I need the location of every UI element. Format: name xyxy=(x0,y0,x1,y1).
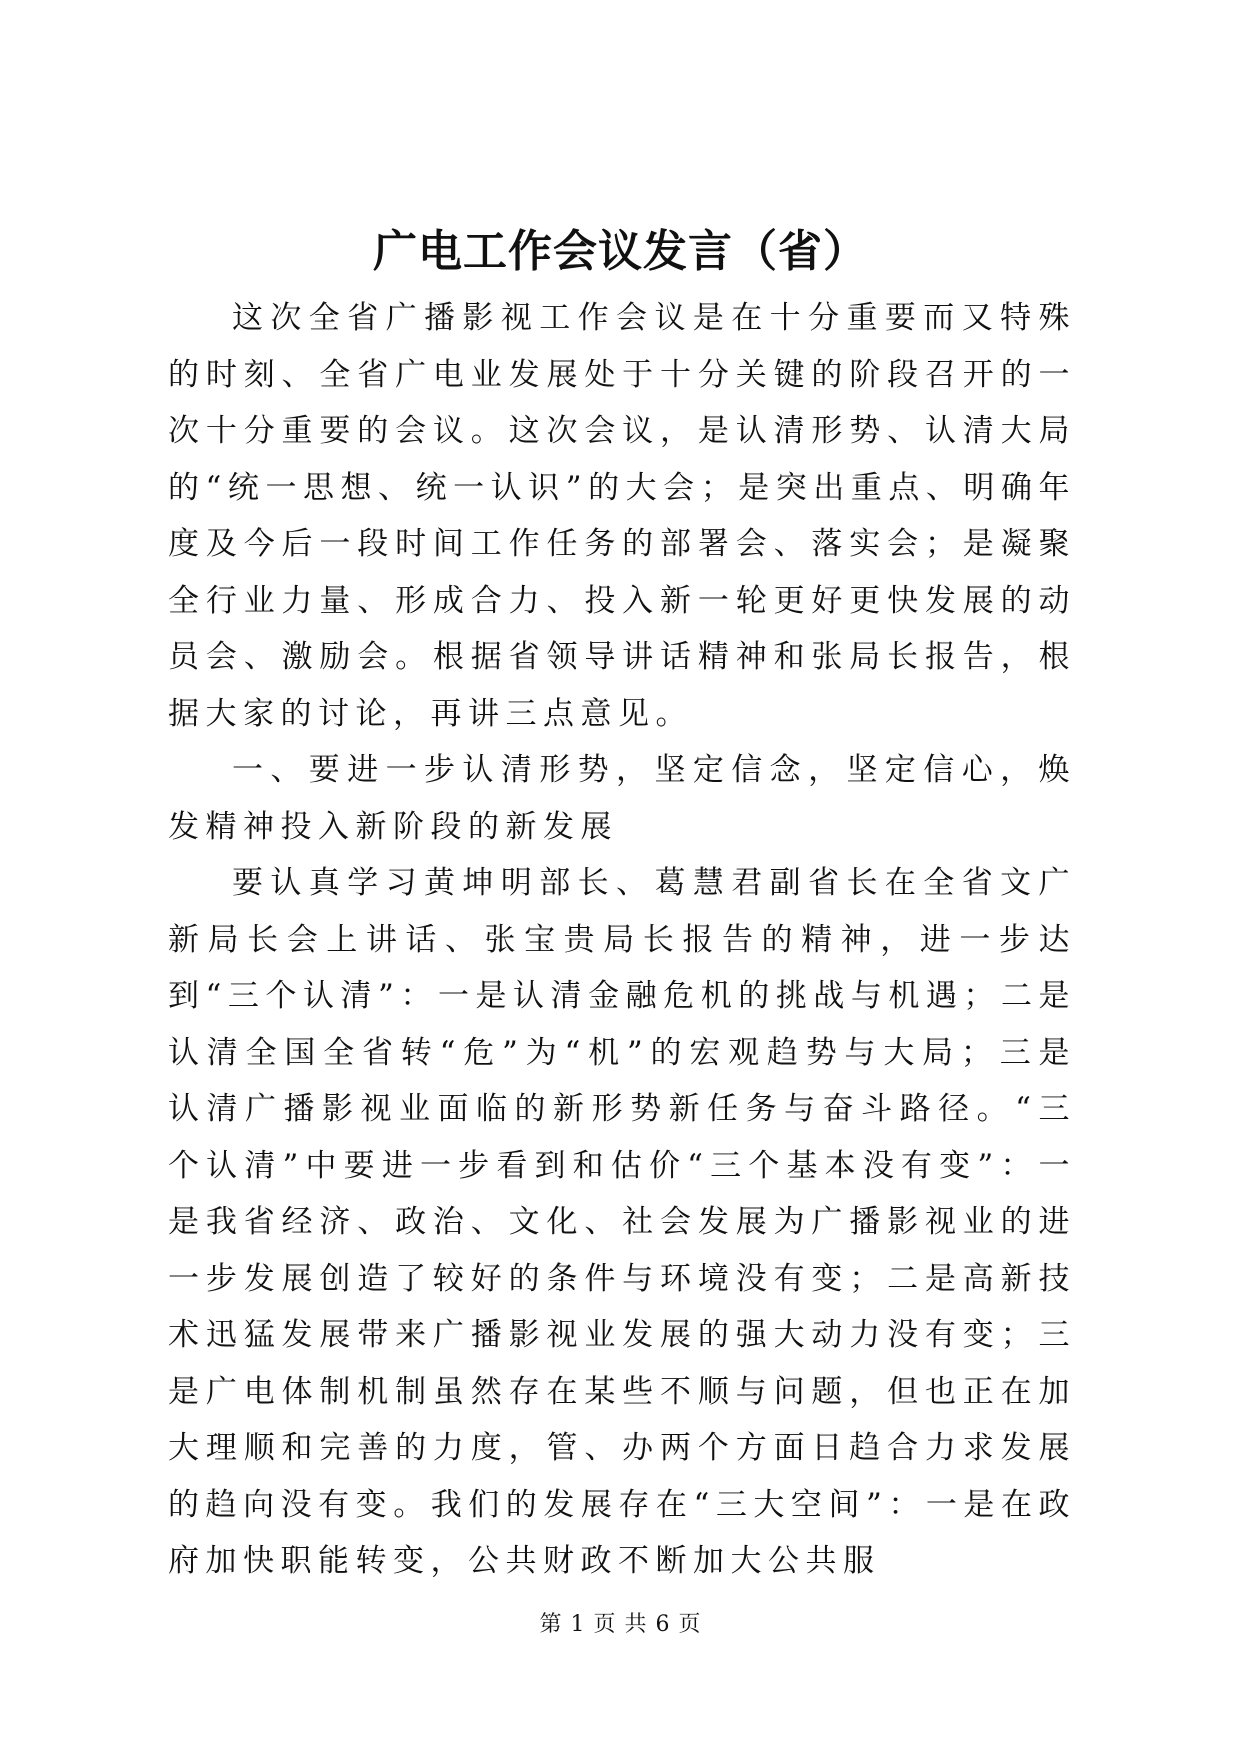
document-body xyxy=(168,290,1076,1590)
page-number-footer: 第 1 页 共 6 页 xyxy=(539,1612,702,1637)
paragraph-intro: 这次全省广播影视工作会议是在十分重要而又特殊的时刻、全省广电业发展处于十分关键的阶段召开的一次十分重要的会议。这次会议，是认清形势、认清大局的“统一思想、统一认识”的大会；是突出重点、明确年度及今后一段时间工作任务的部署会、落实会；是凝聚全行业力量、形成合力、投入新一轮更好更快发展的动员会、激励会。根据省领导讲话精神和张局长报告，根据大家的讨论，再讲三点意见。 xyxy=(168,300,1076,732)
document-title: 广电工作会议发言（省） xyxy=(373,226,868,277)
paragraph-section-1-body: 要认真学习黄坤明部长、葛慧君副省长在全省文广新局长会上讲话、张宝贵局长报告的精神，进一步达到“三个认清”：一是认清金融危机的挑战与机遇；二是认清全国全省转“危”为“机”的宏观趋势与大局；三是认清广播影视业面临的新形势新任务与奋斗路径。“三个认清”中要进一步看到和估价“三个基本没有变”：一是我省经济、政治、文化、社会发展为广播影视业的进一步发展创造了较好的条件与环境没有变；二是高新技术迅猛发展带来广播影视业发展的强大动力没有变；三是广电体制机制虽然存在某些不顺与问题，但也正在加大理顺和完善的力度，管、办两个方面日趋合力求发展的趋向没有变。我们的发展存在“三大空间”：一是在政府加快职能转变，公共财政不断加大公共服 xyxy=(168,865,1076,1579)
paragraph-section-heading-1: 一、要进一步认清形势，坚定信念，坚定信心，焕发精神投入新阶段的新发展 xyxy=(168,752,1076,845)
